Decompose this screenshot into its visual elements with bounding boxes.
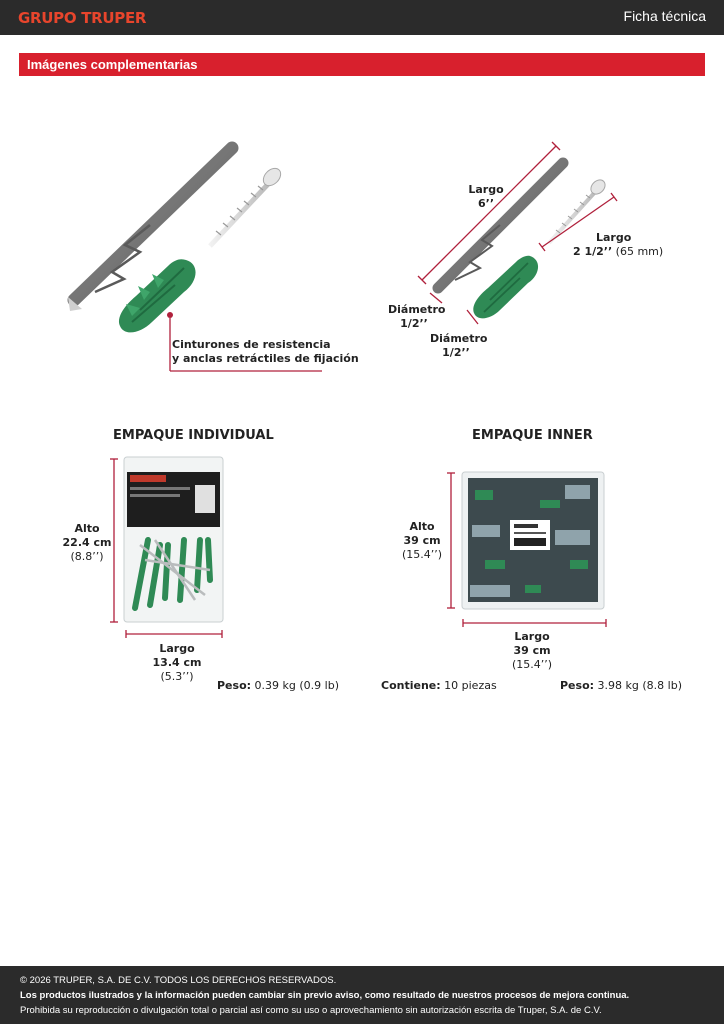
inner-height-label: Alto [409, 520, 435, 533]
individual-length-label: Largo [159, 642, 195, 655]
bit-diameter-label: Diámetro [388, 303, 446, 316]
individual-weight-value: 0.39 kg (0.9 lb) [254, 679, 339, 692]
individual-package-title: EMPAQUE INDIVIDUAL [113, 428, 274, 443]
anchor-diameter-label: Diámetro [430, 332, 488, 345]
individual-height-label: Alto [74, 522, 100, 535]
individual-length-imperial: (5.3’’) [160, 670, 194, 683]
inner-weight-value: 3.98 kg (8.8 lb) [597, 679, 682, 692]
individual-weight-label: Peso: [217, 679, 252, 692]
inner-contents-value: 10 piezas [444, 679, 497, 692]
inner-height-metric: 39 cm [403, 534, 441, 547]
inner-contents-label: Contiene: [381, 679, 441, 692]
screw-length [573, 245, 663, 259]
screw-length-value: 2 1/2’’ [573, 245, 613, 258]
document-type: Ficha técnica [623, 8, 706, 24]
individual-height-imperial: (8.8’’) [70, 550, 104, 563]
inner-contents [381, 679, 497, 693]
section-title: Imágenes complementarias [27, 57, 198, 72]
footer-copyright: © 2026 TRUPER, S.A. DE C.V. TODOS LOS DERECHOS RESERVADOS. [20, 975, 337, 986]
inner-weight [560, 679, 682, 693]
brand-logo: GRUPO TRUPER [18, 9, 147, 27]
footer [0, 966, 724, 1024]
screw-length-metric: (65 mm) [615, 245, 664, 258]
bit-length-label: Largo [468, 183, 504, 196]
inner-length-label: Largo [514, 630, 550, 643]
individual-length-metric: 13.4 cm [152, 656, 202, 669]
footer-notice: Los productos ilustrados y la información pueden cambiar sin previo aviso, como resultado de nuestros procesos de mejora continua. [20, 990, 630, 1001]
inner-length-metric: 39 cm [513, 644, 551, 657]
anchor-dimensioned [473, 256, 538, 319]
individual-weight [217, 679, 339, 693]
bit-length-value: 6’’ [477, 197, 494, 210]
individual-package-image [124, 457, 223, 622]
anchor-diameter-value: 1/2’’ [442, 346, 470, 359]
screw-image [210, 165, 284, 246]
callout-line-2: y anclas retráctiles de fijación [172, 352, 359, 365]
inner-package-image [462, 472, 604, 609]
callout-line-1: Cinturones de resistencia [172, 338, 331, 351]
screw-length-label: Largo [596, 231, 632, 244]
anchor-image [119, 259, 196, 332]
bit-diameter-value: 1/2’’ [400, 317, 428, 330]
inner-length-imperial: (15.4’’) [511, 658, 553, 671]
inner-weight-label: Peso: [560, 679, 595, 692]
footer-prohibition: Prohibida su reproducción o divulgación total o parcial así como su uso o aprovechamiento sin autorización escrita de Truper, S.A. de C.V. [20, 1005, 602, 1016]
inner-height-imperial: (15.4’’) [401, 548, 443, 561]
dimension-lines [418, 142, 617, 324]
individual-height-metric: 22.4 cm [62, 536, 112, 549]
inner-package-title: EMPAQUE INNER [472, 428, 593, 443]
drill-bit-dimensioned [438, 163, 563, 288]
